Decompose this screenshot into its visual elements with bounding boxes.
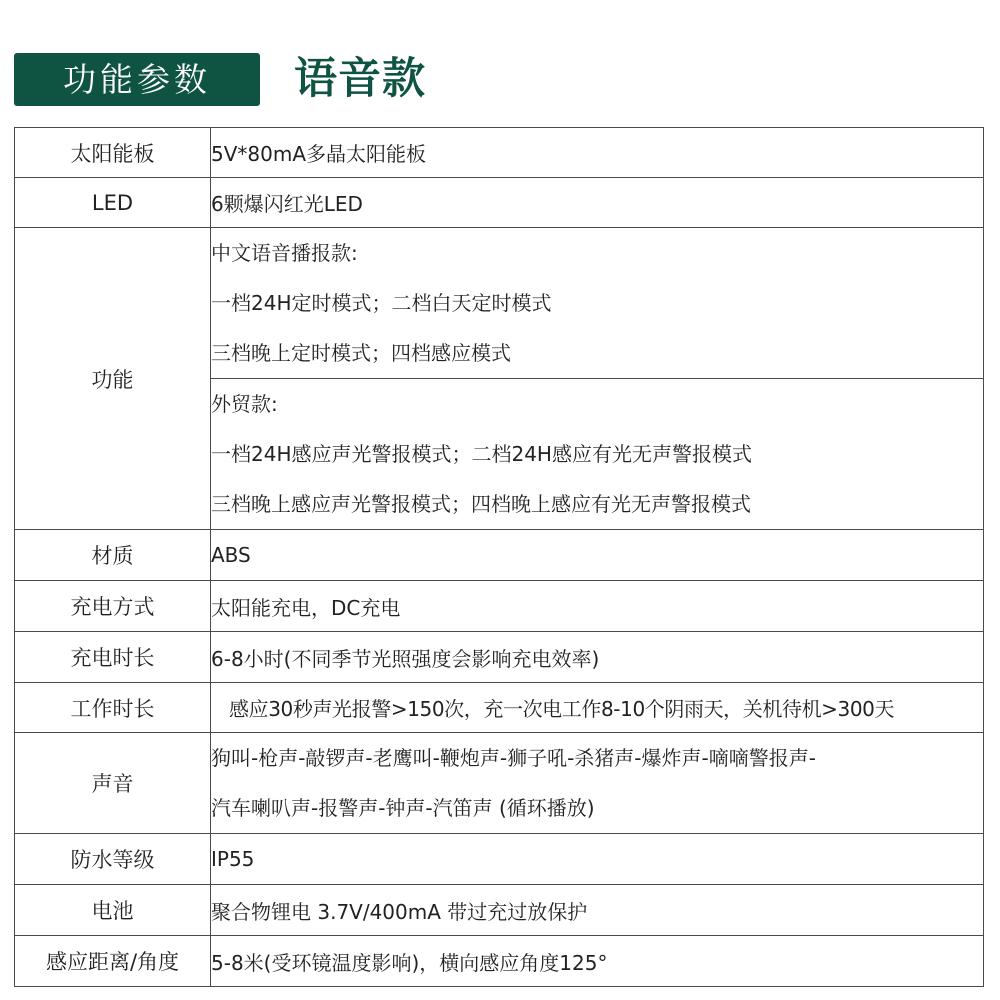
- spec-row-function-chinese: [15, 228, 984, 379]
- function-export-title: 外贸款:: [211, 392, 278, 416]
- spec-label: 工作时长: [15, 683, 211, 733]
- sound-line: 汽车喇叭声-报警声-钟声-汽笛声 (循环播放): [211, 796, 595, 820]
- section-badge: 功能参数: [14, 53, 260, 106]
- spec-value: 聚合物锂电 3.7V/400mA 带过充过放保护: [211, 885, 984, 936]
- function-export-block: [211, 379, 984, 530]
- spec-label: 材质: [15, 530, 211, 581]
- function-chinese-voice-title: 中文语音播报款:: [211, 241, 358, 265]
- spec-row-working-time: [15, 683, 984, 733]
- spec-row-sensing: [15, 936, 984, 987]
- spec-value: IP55: [211, 834, 984, 885]
- spec-row-charging-time: [15, 632, 984, 683]
- spec-row-material: [15, 530, 984, 581]
- spec-row-led: [15, 178, 984, 228]
- spec-value: 5V*80mA多晶太阳能板: [211, 128, 984, 178]
- spec-label: 充电时长: [15, 632, 211, 683]
- spec-row-waterproof: [15, 834, 984, 885]
- spec-label: 声音: [15, 733, 211, 834]
- spec-label: 功能: [15, 228, 211, 530]
- function-chinese-voice-block: [211, 228, 984, 379]
- spec-label: 电池: [15, 885, 211, 936]
- page-header: [14, 53, 714, 106]
- spec-table: [14, 127, 984, 987]
- spec-row-solar-panel: [15, 128, 984, 178]
- spec-label: 防水等级: [15, 834, 211, 885]
- spec-row-battery: [15, 885, 984, 936]
- spec-value: ABS: [211, 530, 984, 581]
- function-export-line: 三档晚上感应声光警报模式；四档晚上感应有光无声警报模式: [211, 492, 751, 516]
- sound-line: 狗叫-枪声-敲锣声-老鹰叫-鞭炮声-狮子吼-杀猪声-爆炸声-嘀嘀警报声-: [211, 746, 816, 770]
- spec-value: 6-8小时(不同季节光照强度会影响充电效率): [211, 632, 984, 683]
- function-chinese-voice-line: 一档24H定时模式；二档白天定时模式: [211, 291, 552, 315]
- spec-value: 5-8米(受环镜温度影响)，横向感应角度125°: [211, 936, 984, 987]
- spec-label: LED: [15, 178, 211, 228]
- spec-row-sound: [15, 733, 984, 834]
- spec-label: 太阳能板: [15, 128, 211, 178]
- function-export-line: 一档24H感应声光警报模式；二档24H感应有光无声警报模式: [211, 442, 752, 466]
- spec-label: 充电方式: [15, 581, 211, 632]
- product-title: 语音款: [294, 54, 426, 104]
- sound-block: [211, 733, 984, 834]
- spec-value: 6颗爆闪红光LED: [211, 178, 984, 228]
- function-chinese-voice-line: 三档晚上定时模式；四档感应模式: [211, 341, 511, 365]
- spec-value: 感应30秒声光报警>150次，充一次电工作8-10个阴雨天，关机待机>300天: [211, 683, 984, 733]
- spec-row-charging-method: [15, 581, 984, 632]
- spec-label: 感应距离/角度: [15, 936, 211, 987]
- spec-value: 太阳能充电，DC充电: [211, 581, 984, 632]
